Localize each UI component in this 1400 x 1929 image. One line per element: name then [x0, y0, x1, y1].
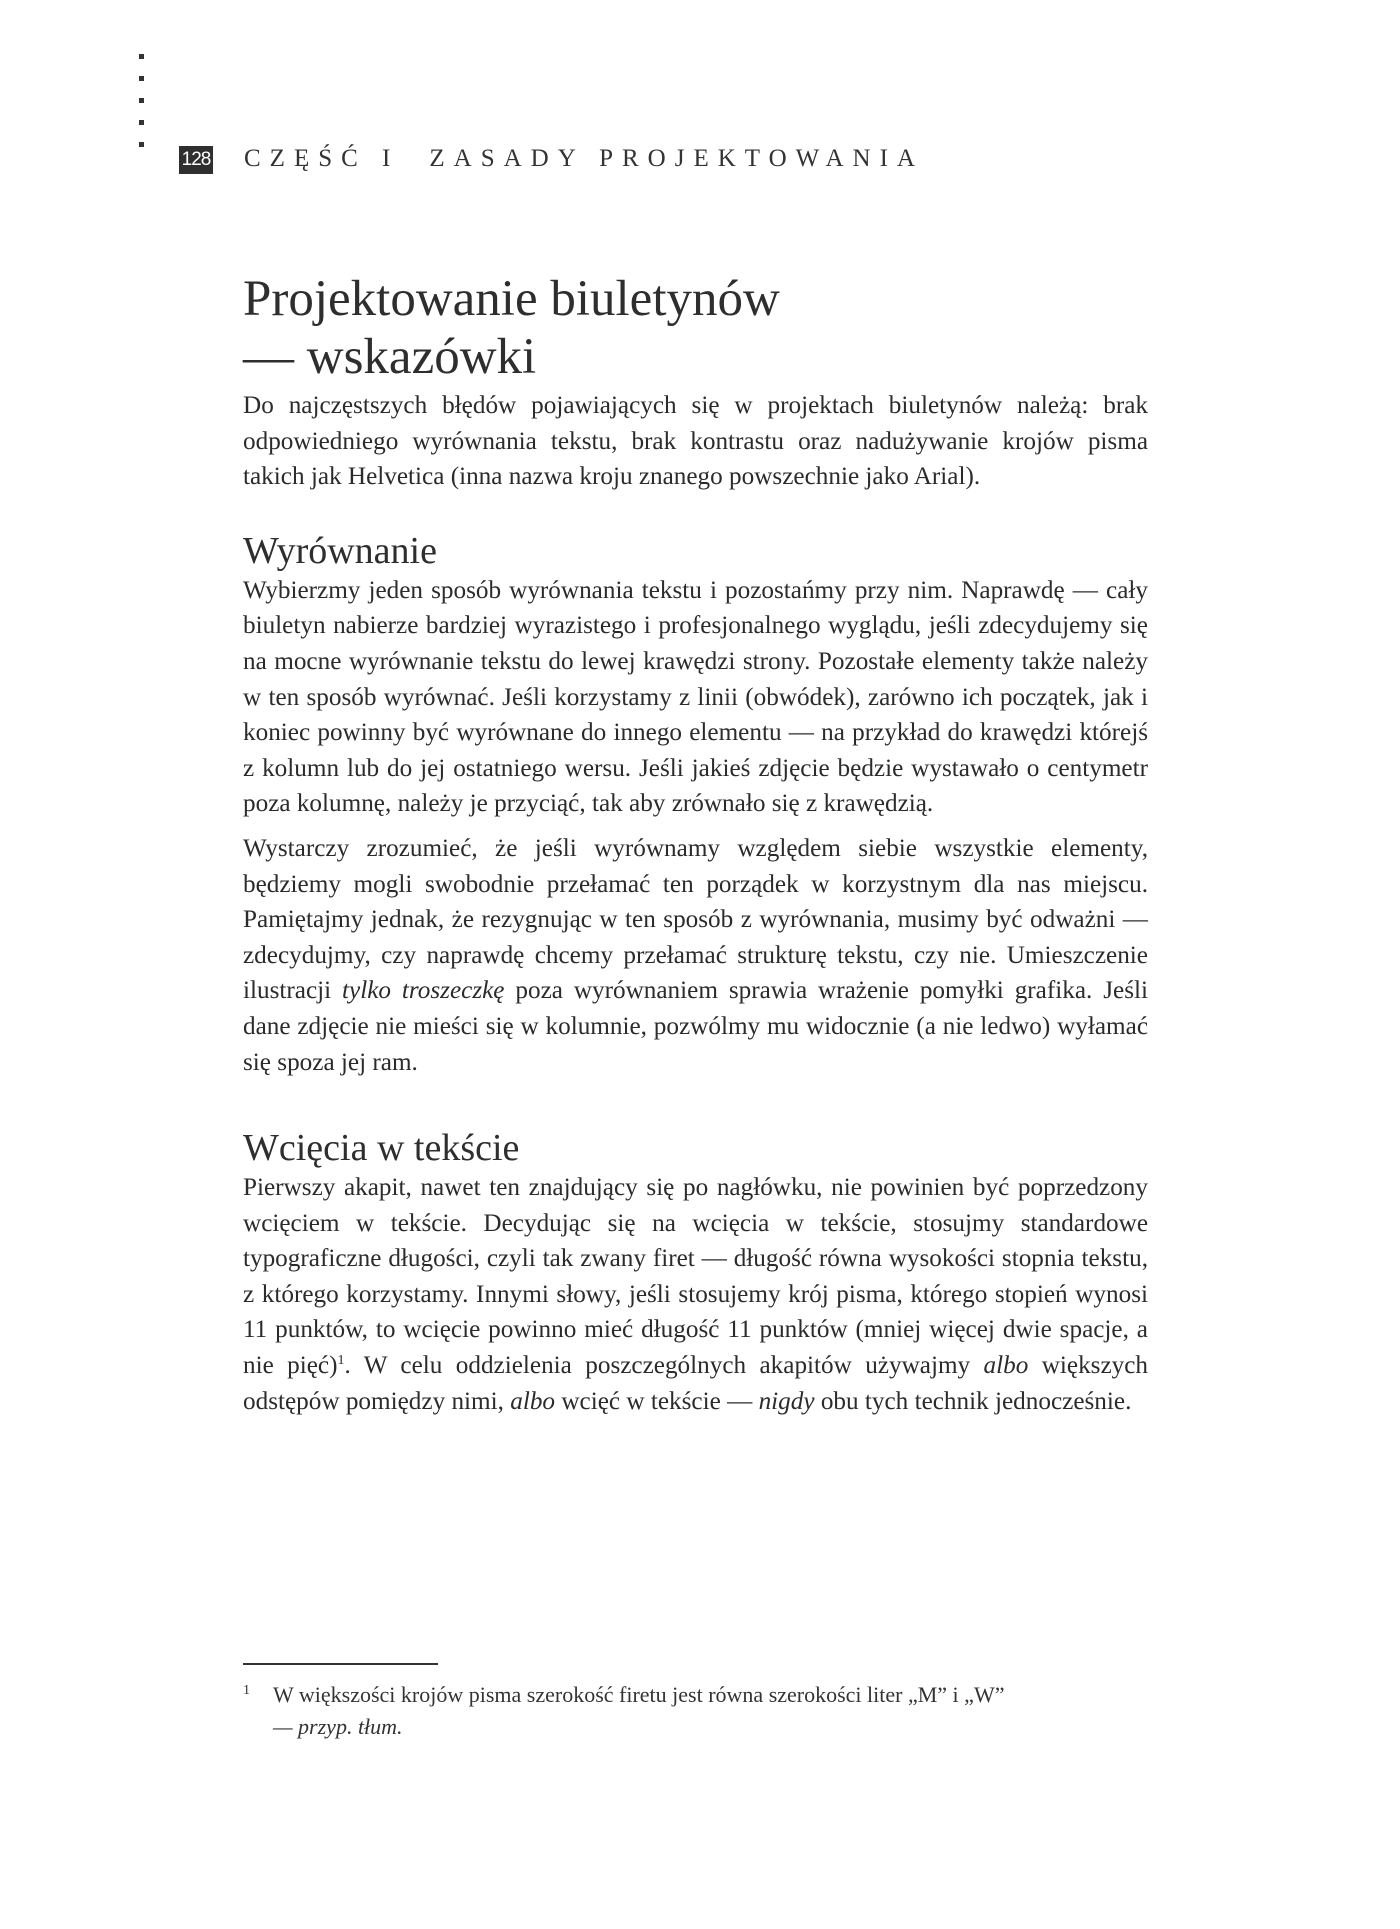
article-title: [243, 270, 1148, 386]
footnote-mark: 1: [243, 1683, 250, 1698]
paragraph-text: Wystarczy zrozumieć, że jeśli wyrównamy względem siebie wszystkie elementy, będziemy mogli swobodnie przełamać ten porządek w korzystnym dla nas miejscu. Pamiętajmy jednak, że rezygnując w ten sposób z wyrównania, musimy być odważni — zdecydujmy, czy naprawdę chcemy przełamać strukturę tekstu, czy nie. Umieszczenie ilustracji: [243, 834, 1148, 1005]
paragraph: Wybierzmy jeden sposób wyrównania tekstu i pozostańmy przy nim. Naprawdę — cały biuletyn nabierze bardziej wyrazistego i profesjonalnego wyglądu, jeśli zdecydujemy się na mocne wyrównanie tekstu do lewej krawędzi strony. Pozostałe elementy także należy w ten sposób wyrównać. Jeśli korzystamy z linii (obwódek), zarówno ich początek, jak i koniec powinny być wyrównane do innego elementu — na przykład do krawędzi którejś z kolumn lub do jej ostatniego wersu. Jeśli jakieś zdjęcie będzie wystawało o centymetr poza kolumnę, należy je przyciąć, tak aby zrównało się z krawędzią.: [243, 576, 1148, 818]
footnote-text: [273, 1679, 1148, 1743]
paragraph: [243, 831, 1148, 1080]
margin-dot: [139, 54, 144, 59]
running-head-part: CZĘŚĆ I: [244, 145, 400, 172]
intro-paragraph: Do najczęstszych błędów pojawiających się w projektach biuletynów należą: brak odpowiedniego wyrównania tekstu, brak kontrastu oraz nadużywanie krojów pisma takich jak Helvetica (inna nazwa kroju znanego powszechnie jako Arial).: [243, 392, 1148, 491]
paragraph-emphasis: tylko troszeczkę: [342, 977, 505, 1005]
paragraph-text: poza wyrównaniem sprawia wrażenie pomyłki grafika. Jeśli dane zdjęcie nie mieści się w kolumnie, pozwólmy mu widocznie (a nie ledwo) wyłamać się spoza jej ram.: [243, 977, 1149, 1076]
paragraph-text: . W celu oddzielenia poszczególnych akapitów używajmy: [344, 1352, 984, 1380]
page-number: 128: [179, 146, 213, 174]
paragraph-text: wcięć w tekście —: [555, 1387, 759, 1415]
paragraph-emphasis: albo: [983, 1352, 1029, 1380]
paragraph-text: obu tych technik jednocześnie.: [814, 1387, 1132, 1415]
margin-dot: [139, 120, 144, 125]
margin-dot: [139, 98, 144, 103]
paragraph-text: Pierwszy akapit, nawet ten znajdujący się po nagłówku, nie powinien być poprzedzony wcięciem w tekście. Decydując się na wcięcia w tekście, stosujmy standardowe typograficzne długości, czyli tak zwany firet — długość równa wysokości stopnia tekstu, z którego korzystamy. Innymi słowy, jeśli stosujemy krój pisma, którego stopień wynosi 11 punktów, to wcięcie powinno mieć długość 11 punktów (mniej więcej dwie spacje, a nie pięć): [243, 1174, 1148, 1380]
footnote-reference[interactable]: 1: [337, 1353, 345, 1369]
article-title-line1: Projektowanie biuletynów: [243, 271, 780, 327]
page-content: [243, 270, 1148, 1419]
paragraph-emphasis: nigdy: [758, 1387, 815, 1415]
section-heading-wciecia: Wcięcia w tekście: [243, 1127, 520, 1170]
footnote-translator-note: — przyp. tłum.: [273, 1714, 403, 1739]
paragraph: [243, 1170, 1148, 1419]
footnote-body: W większości krojów pisma szerokość firetu jest równa szerokości liter „M” i „W”: [273, 1682, 1005, 1707]
article-title-line2: — wskazówki: [243, 329, 537, 385]
section-heading-wyrownanie: Wyrównanie: [243, 529, 437, 572]
footnote: [243, 1679, 1148, 1743]
margin-dot: [139, 142, 144, 147]
margin-dot: [139, 76, 144, 81]
paragraph-text: większych odstępów pomiędzy nimi,: [243, 1352, 1149, 1415]
running-head: [244, 145, 924, 173]
paragraph-emphasis: albo: [510, 1387, 556, 1415]
footnote-rule: [243, 1663, 438, 1665]
margin-dots: [139, 54, 145, 164]
running-head-section: ZASADY PROJEKTOWANIA: [429, 145, 924, 172]
